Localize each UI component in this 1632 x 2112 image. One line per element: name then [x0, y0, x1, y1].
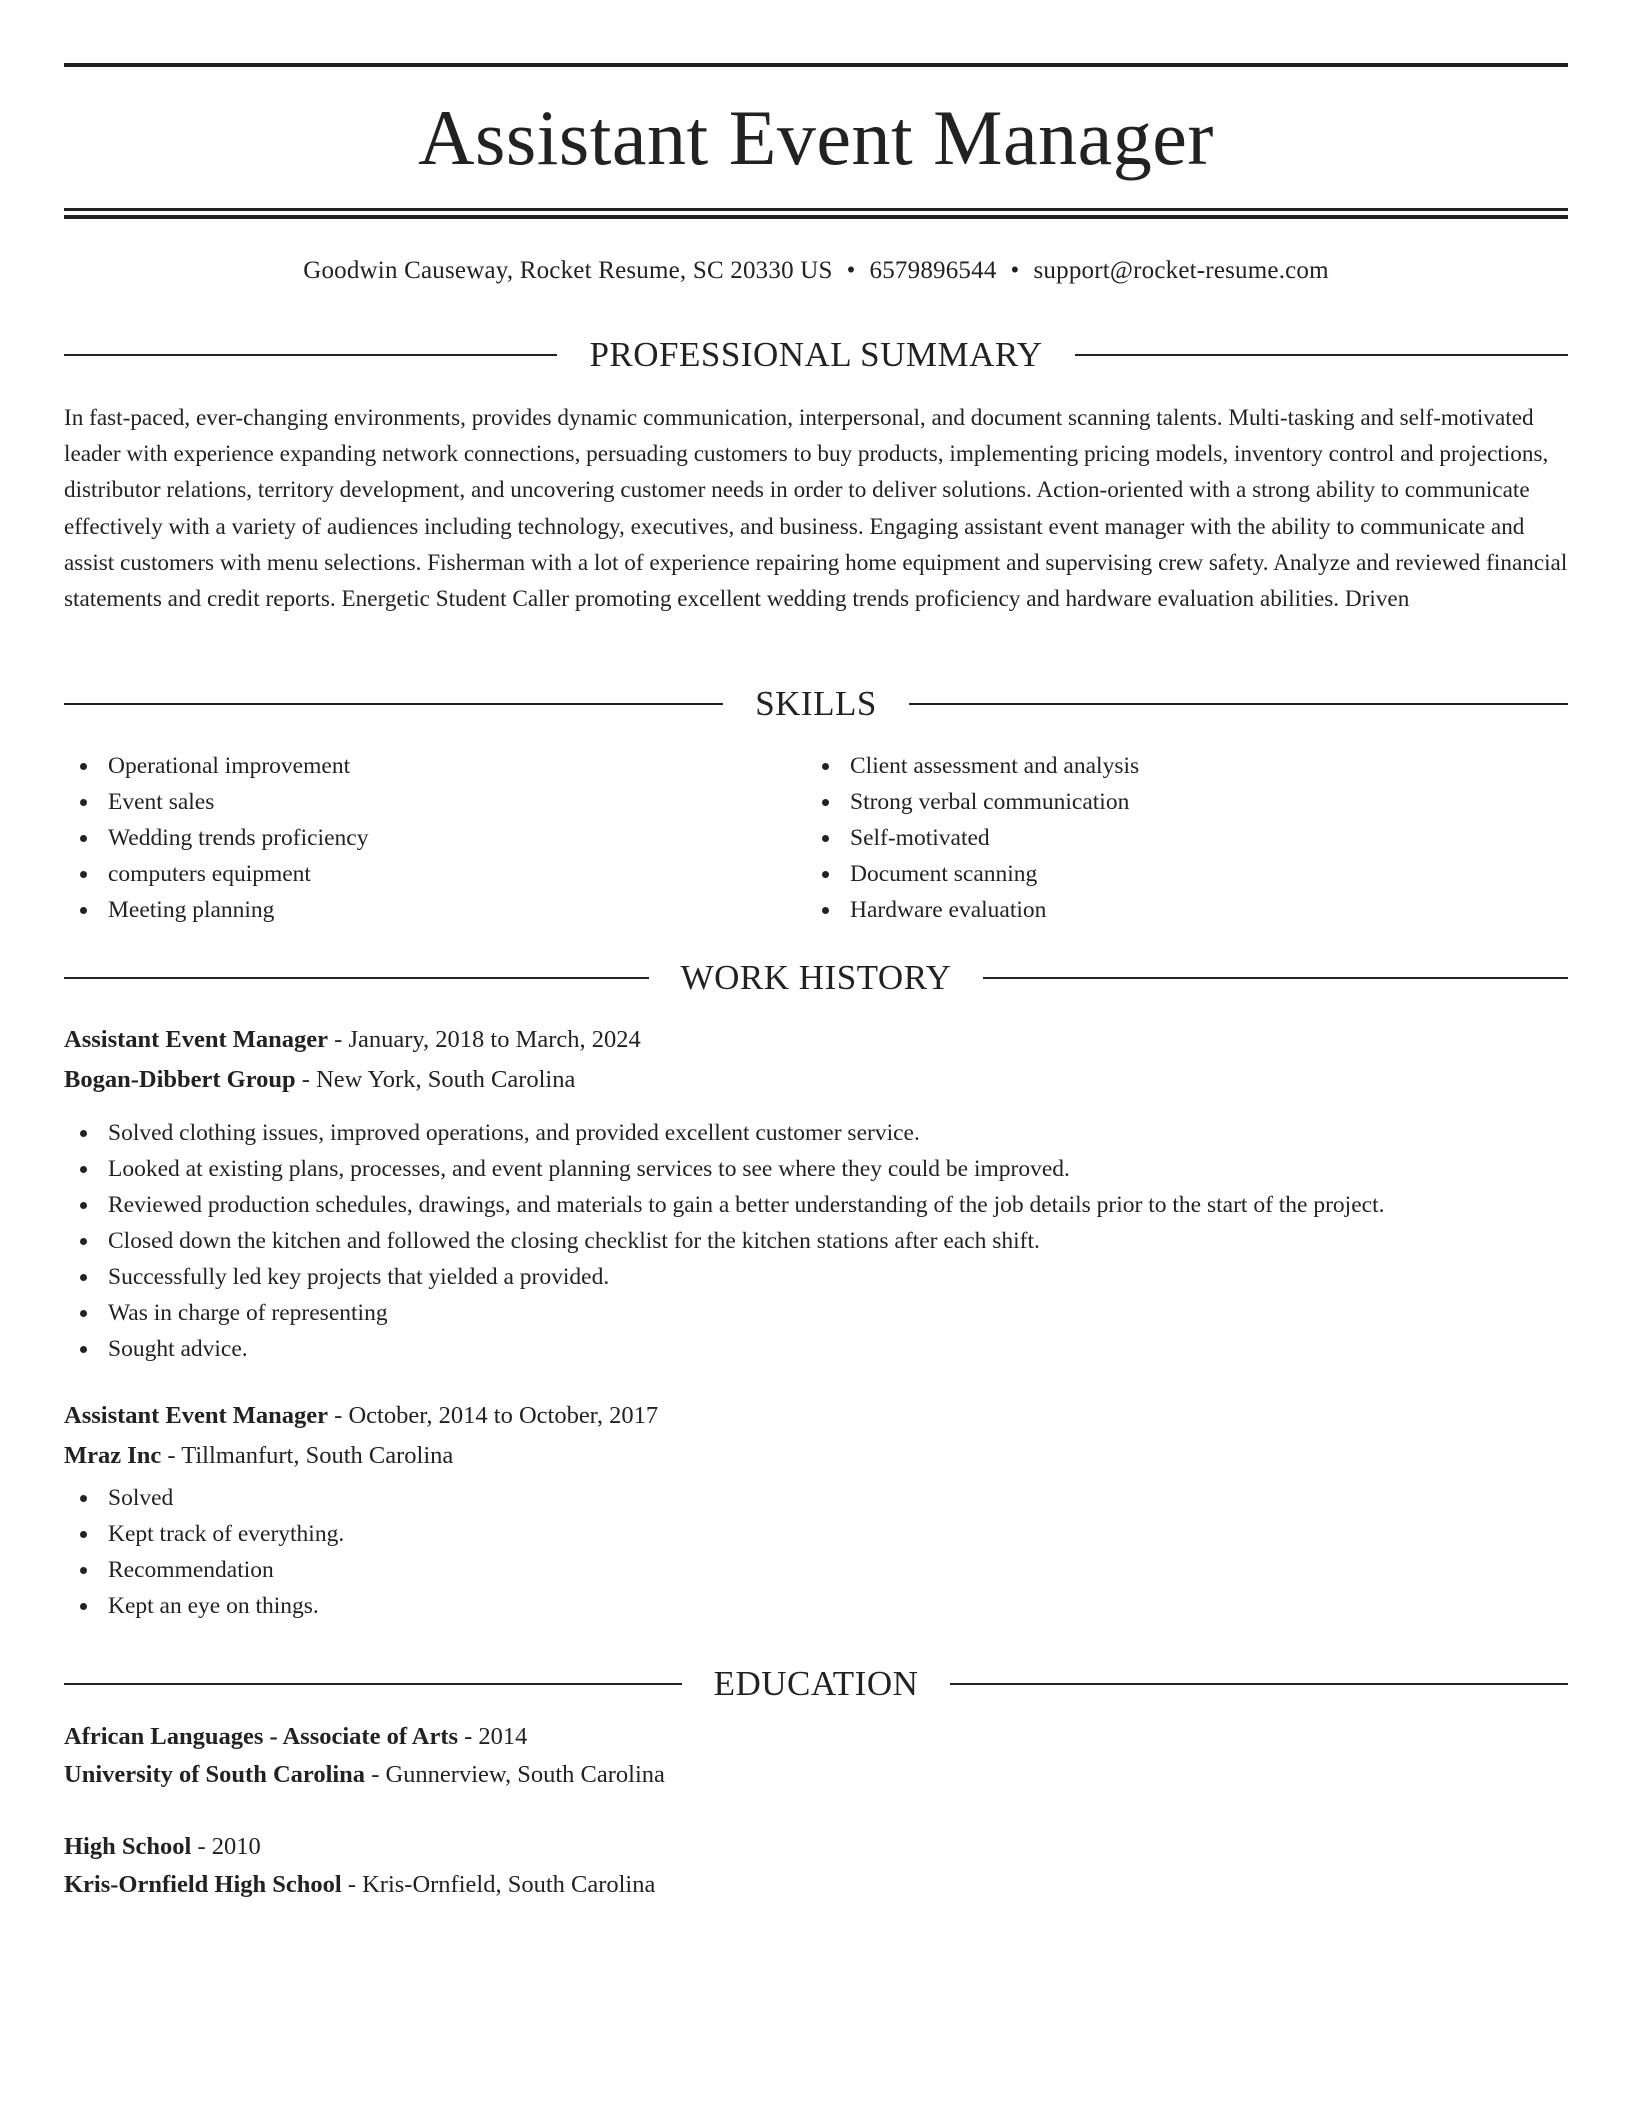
contact-email: support@rocket-resume.com	[1033, 257, 1329, 284]
section-rule-left	[64, 354, 557, 356]
section-rule-left	[64, 703, 723, 705]
job-bullet: Looked at existing plans, processes, and event planning services to see where they could be improved.	[64, 1151, 1568, 1187]
title-underline-thick	[64, 215, 1568, 219]
contact-address: Goodwin Causeway, Rocket Resume, SC 20330 US	[303, 257, 833, 284]
job-company: Mraz Inc	[64, 1442, 162, 1469]
section-rule-left	[64, 1683, 682, 1685]
education-school-line	[64, 1867, 1568, 1903]
contact-separator: •	[846, 257, 856, 284]
work-section-header	[64, 956, 1568, 1000]
job-bullet: Recommendation	[64, 1552, 1568, 1588]
skill-item: Wedding trends proficiency	[64, 820, 806, 856]
job-bullet: Successfully led key projects that yielded a provided.	[64, 1259, 1568, 1295]
job-title-line	[64, 1022, 1568, 1058]
job-bullet: Sought advice.	[64, 1331, 1568, 1367]
job-dates: - October, 2014 to October, 2017	[328, 1402, 659, 1429]
job-title: Assistant Event Manager	[64, 1026, 329, 1053]
contact-line	[64, 254, 1568, 288]
job-company-line	[64, 1062, 1568, 1098]
education-section-title: EDUCATION	[713, 1664, 919, 1703]
skill-item: Self-motivated	[806, 820, 1548, 856]
job-dates: - January, 2018 to March, 2024	[328, 1026, 641, 1053]
education-section-header	[64, 1662, 1568, 1706]
contact-phone: 6579896544	[869, 257, 997, 284]
job-title: Assistant Event Manager	[64, 1402, 329, 1429]
section-rule-right	[1075, 354, 1568, 356]
skill-item: Document scanning	[806, 856, 1548, 892]
job-bullet: Kept track of everything.	[64, 1516, 1568, 1552]
skill-item: Event sales	[64, 784, 806, 820]
job-bullet: Solved	[64, 1480, 1568, 1516]
education-school-line	[64, 1757, 1568, 1793]
job-bullet: Was in charge of representing	[64, 1295, 1568, 1331]
skill-item: Hardware evaluation	[806, 892, 1548, 928]
section-rule-left	[64, 977, 649, 979]
skills-columns	[64, 748, 1568, 928]
job-title-line	[64, 1398, 1568, 1434]
education-year: - 2014	[458, 1723, 528, 1750]
job-company: Bogan-Dibbert Group	[64, 1066, 296, 1093]
resume-title: Assistant Event Manager	[418, 94, 1214, 181]
skill-item: Strong verbal communication	[806, 784, 1548, 820]
contact-separator: •	[1010, 257, 1020, 284]
education-degree-line	[64, 1719, 1568, 1755]
education-degree-line	[64, 1829, 1568, 1865]
skills-section-header	[64, 682, 1568, 726]
education-location: - Kris-Ornfield, South Carolina	[341, 1871, 656, 1898]
title-underline-thin	[64, 208, 1568, 211]
skill-item: Client assessment and analysis	[806, 748, 1548, 784]
summary-text: In fast-paced, ever-changing environments, provides dynamic communication, interpersonal, and document scanning talents. Multi-tasking and self-motivated leader with experience expanding network connections, persuading customers to buy products, implementing pricing models, inventory control and projections, distributor relations, territory development, and uncovering customer needs in order to deliver solutions. Action-oriented with a strong ability to communicate effectively with a variety of audiences including technology, executives, and business. Engaging assistant event manager with the ability to communicate and assist customers with menu selections. Fisherman with a lot of experience repairing home equipment and supervising crew safety. Analyze and reviewed financial statements and credit reports. Energetic Student Caller promoting excellent wedding trends proficiency and hardware evaluation abilities. Driven	[64, 405, 1568, 613]
skills-list-left	[64, 748, 806, 928]
job-bullet: Solved clothing issues, improved operations, and provided excellent customer service.	[64, 1115, 1568, 1151]
skills-section-title: SKILLS	[755, 684, 877, 723]
education-degree: High School	[64, 1833, 192, 1860]
job-bullet: Kept an eye on things.	[64, 1588, 1568, 1624]
job-bullets	[64, 1115, 1568, 1367]
education-year: - 2010	[191, 1833, 261, 1860]
job-bullet: Closed down the kitchen and followed the closing checklist for the kitchen stations after each shift.	[64, 1223, 1568, 1259]
job-bullets	[64, 1480, 1568, 1624]
top-rule	[64, 63, 1568, 67]
job-company-line	[64, 1438, 1568, 1474]
section-rule-right	[983, 977, 1568, 979]
job-location: - New York, South Carolina	[295, 1066, 576, 1093]
skills-list-right	[806, 748, 1548, 928]
section-rule-right	[950, 1683, 1568, 1685]
section-rule-right	[909, 703, 1568, 705]
summary-section-header	[64, 333, 1568, 377]
work-section-title: WORK HISTORY	[680, 958, 952, 997]
education-school: University of South Carolina	[64, 1761, 366, 1788]
education-degree: African Languages - Associate of Arts	[64, 1723, 459, 1750]
skill-item: computers equipment	[64, 856, 806, 892]
job-bullet: Reviewed production schedules, drawings, and materials to gain a better understanding of the job details prior to the start of the project.	[64, 1187, 1568, 1223]
summary-section-title: PROFESSIONAL SUMMARY	[589, 335, 1043, 374]
job-location: - Tillmanfurt, South Carolina	[161, 1442, 454, 1469]
skill-item: Meeting planning	[64, 892, 806, 928]
education-school: Kris-Ornfield High School	[64, 1871, 342, 1898]
education-location: - Gunnerview, South Carolina	[365, 1761, 665, 1788]
skill-item: Operational improvement	[64, 748, 806, 784]
